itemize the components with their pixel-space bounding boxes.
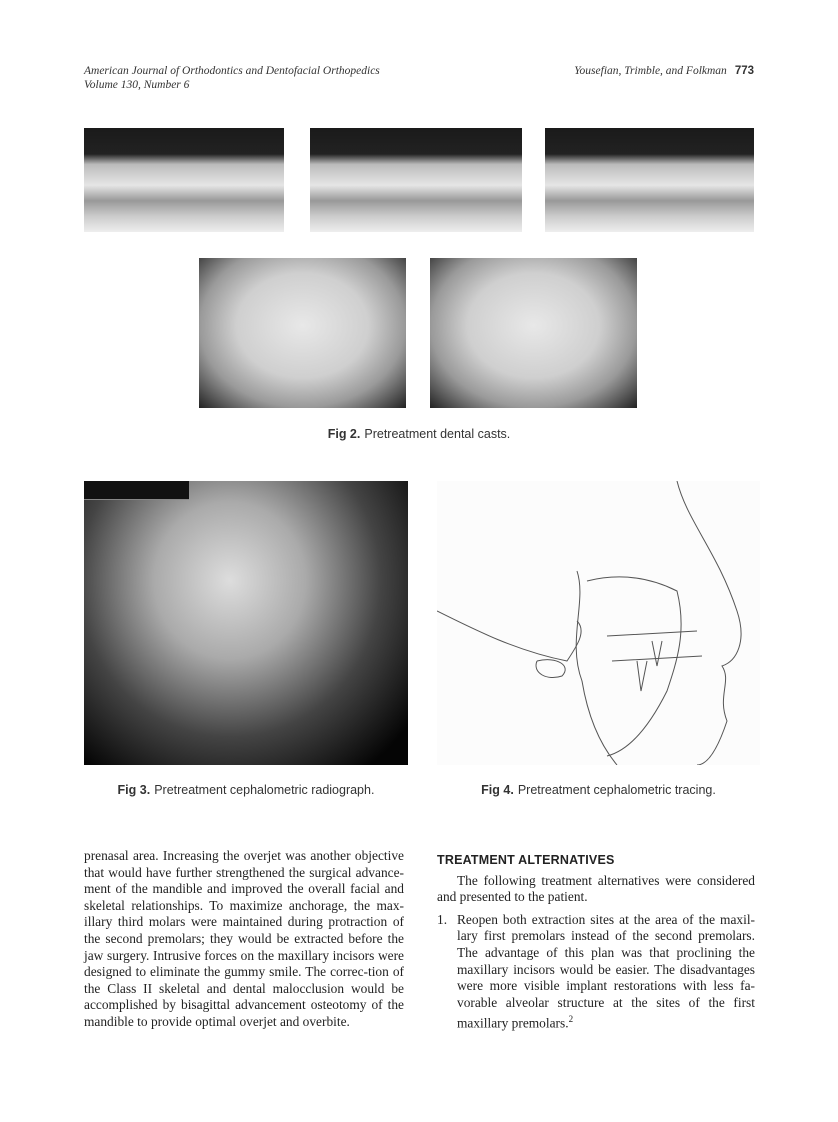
running-header-left [84, 64, 380, 92]
cast-photo-frontal [310, 128, 522, 232]
cast-photo-right-lateral [84, 128, 284, 232]
caption-text: Pretreatment dental casts. [364, 427, 511, 441]
figure-label: Fig 4. [481, 783, 514, 797]
left-column-text: prenasal area. Increasing the overjet was another objective that would have further strengthened the surgical advance-ment of the mandible and improved the overall facial and skeletal relationships. To maximize anchorage, the max-illary third molars were maintained during protraction of the second premolars; they would be extracted before the jaw surgery. Intrusive forces on the maxillary incisors were designed to eliminate the gummy smile. The correc-tion of the Class II skeletal and dental malocclusion would be accomplished by bisagittal advancement osteotomy of the mandible to provide optimal overjet and overbite. [84, 848, 404, 1029]
volume-info: Volume 130, Number 6 [84, 79, 190, 91]
list-number: 1. [437, 911, 448, 927]
caption-text: Pretreatment cephalometric tracing. [517, 783, 716, 797]
figure-3-caption [84, 783, 408, 797]
cast-photo-maxillary-occlusal [199, 258, 406, 408]
list-item-text: Reopen both extraction sites at the area of the maxil-lary first premolars instead of the second premolars. The advantage of this plan was that proclining the maxillary incisors would be easier. The disadvantages were more visible implant restorations with less fa-vorable alveolar structure at the sites of the first maxillary premolars. [457, 911, 755, 1031]
list-item-body [457, 912, 755, 1033]
tracing-drawing [437, 481, 760, 765]
caption-text: Pretreatment cephalometric radiograph. [154, 783, 375, 797]
section-intro: The following treatment alternatives were considered and presented to the patient. [437, 872, 755, 905]
journal-title: American Journal of Orthodontics and Dentofacial Orthopedics [84, 65, 380, 77]
cephalometric-tracing [437, 481, 760, 765]
reference-superscript[interactable]: 2 [568, 1014, 574, 1025]
radiograph-label-strip [84, 481, 189, 500]
section-heading: TREATMENT ALTERNATIVES [437, 853, 615, 867]
figure-label: Fig 2. [327, 427, 361, 441]
cast-photo-left-lateral [545, 128, 754, 232]
figure-label: Fig 3. [117, 783, 151, 797]
right-column [437, 852, 755, 1032]
cephalometric-radiograph [84, 481, 408, 765]
authors: Yousefian, Trimble, and Folkman [574, 65, 727, 77]
figure-2-caption [0, 427, 838, 441]
figure-4-caption [437, 783, 760, 797]
list-item [437, 912, 755, 1033]
running-header-right [574, 64, 754, 78]
cast-photo-mandibular-occlusal [430, 258, 637, 408]
page-number: 773 [734, 65, 754, 77]
